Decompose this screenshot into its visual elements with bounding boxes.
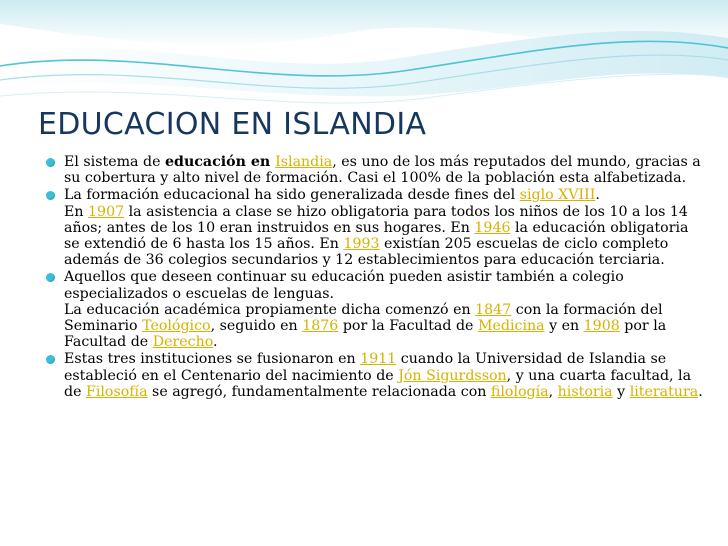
text: se agregó, fundamentalmente relacionada con — [147, 383, 491, 400]
text: , es uno de los más reputados del mundo, gracias a su cobertura y alto nivel de formación. Casi el 100% de la población esta alfabetizada. — [64, 154, 701, 187]
link-1847[interactable]: 1847 — [475, 301, 512, 318]
text: . — [595, 187, 600, 204]
link-jon-sigurdsson[interactable]: Jón Sigurdsson — [398, 367, 507, 384]
bullet-icon — [46, 191, 55, 200]
link-islandia[interactable]: Islandia — [275, 154, 333, 170]
link-1876[interactable]: 1876 — [302, 318, 339, 335]
text: por la Facultad de — [338, 318, 478, 335]
slide-title: EDUCACION EN ISLANDIA — [38, 107, 427, 142]
bullet-icon — [46, 158, 55, 167]
text: El sistema de — [64, 154, 166, 170]
bullet-item — [46, 154, 706, 186]
link-siglo-xviii[interactable]: siglo XVIII — [519, 187, 596, 204]
text: , — [548, 383, 558, 400]
bullet-icon — [46, 355, 55, 364]
link-literatura[interactable]: literatura — [629, 383, 699, 400]
text: con la formación del Seminario — [64, 301, 663, 335]
text: . — [698, 383, 703, 400]
text: la asistencia a clase se hizo obligatoria para todos los niños de los 10 a los 14 años; antes de los 10 eran instruidos en sus hogares. En — [64, 203, 688, 236]
bullet-list — [46, 154, 706, 401]
text: cuando la Universidad de Islandia se estableció en el Centenario del nacimiento de — [64, 351, 667, 384]
text: existían 205 escuelas de ciclo completo además de 36 colegios secundarios y 12 establecimientos para educación terciaria. — [64, 236, 669, 269]
text: Estas tres instituciones se fusionaron en — [64, 351, 361, 368]
text: , seguido en — [210, 318, 303, 335]
text: En — [64, 203, 89, 220]
bullet-item — [46, 187, 706, 268]
text: y — [612, 383, 630, 400]
link-1908[interactable]: 1908 — [583, 318, 620, 335]
link-derecho[interactable]: Derecho — [152, 334, 214, 351]
bullet-item — [46, 269, 706, 350]
bold-text: educación en — [165, 154, 276, 170]
text: La educación académica propiamente dicha comenzó en — [64, 301, 476, 318]
bullet-icon — [46, 273, 55, 282]
text: y en — [544, 318, 584, 335]
text: , y una cuarta facultad, la de — [64, 367, 692, 400]
text: La formación educacional ha sido generalizada desde fines del — [64, 187, 520, 204]
link-filosofia[interactable]: Filosofía — [86, 383, 148, 400]
text: Aquellos que deseen continuar su educación pueden asistir también a colegio especializados o escuelas de lenguas. — [64, 269, 624, 302]
link-1911[interactable]: 1911 — [360, 351, 397, 368]
link-filologia[interactable]: filología — [490, 383, 549, 400]
text: la educación obligatoria se extendió de 6 hasta los 15 años. En — [64, 219, 689, 253]
link-1907[interactable]: 1907 — [88, 203, 125, 220]
link-historia[interactable]: historia — [557, 383, 613, 400]
link-1946[interactable]: 1946 — [474, 219, 511, 236]
link-teologico[interactable]: Teológico — [142, 318, 211, 335]
bullet-item — [46, 351, 706, 400]
link-medicina[interactable]: Medicina — [477, 318, 545, 335]
text: . — [213, 334, 218, 351]
link-1993[interactable]: 1993 — [343, 236, 380, 253]
text: por la Facultad de — [64, 318, 667, 351]
